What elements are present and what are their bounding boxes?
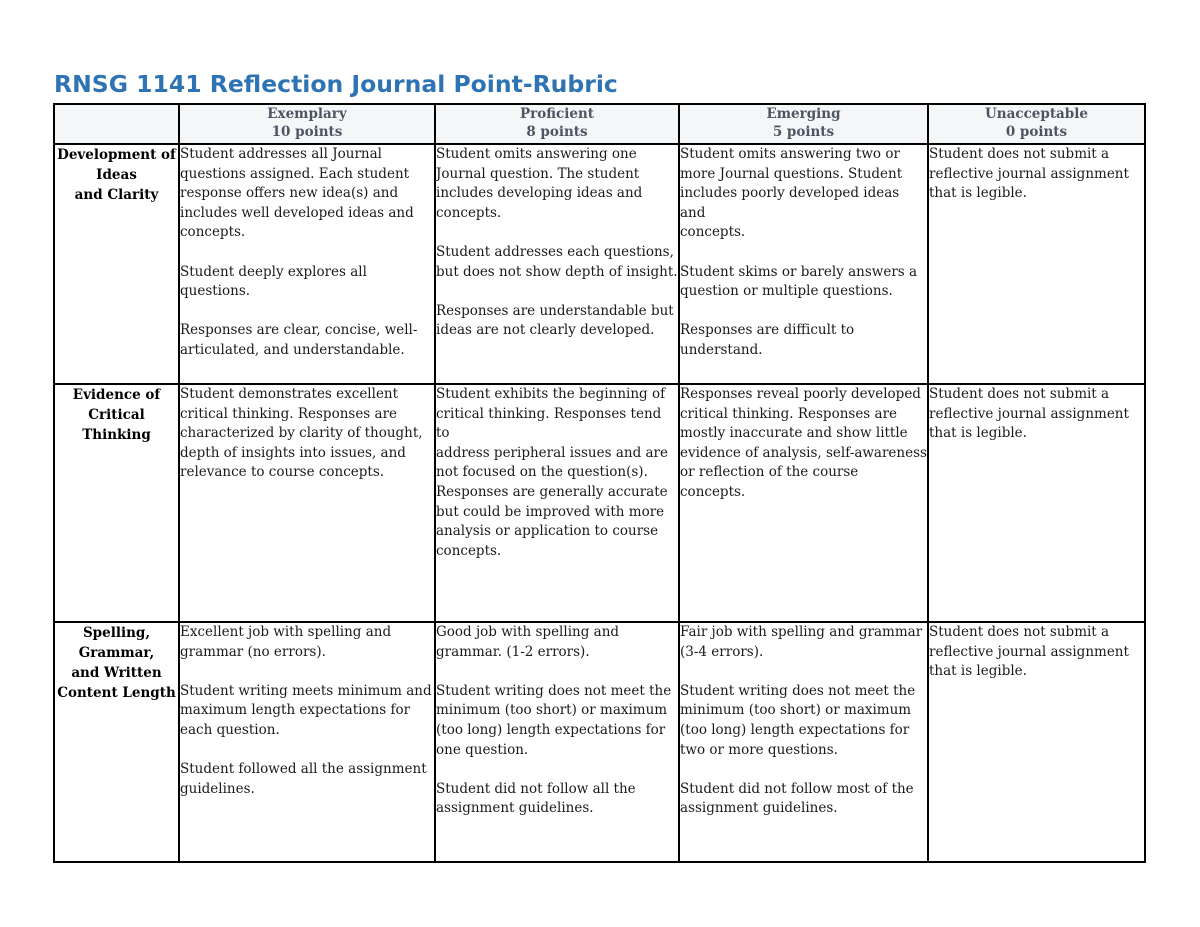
rubric-cell-emerging xyxy=(679,622,928,862)
rubric-table xyxy=(53,103,1146,863)
header-proficient xyxy=(435,104,679,144)
rubric-cell-emerging xyxy=(679,384,928,622)
column-name: Emerging xyxy=(766,106,841,122)
header-unacceptable xyxy=(928,104,1145,144)
rubric-row-development xyxy=(54,144,1145,384)
column-points: 5 points xyxy=(772,124,835,140)
cell-paragraph: Fair job with spelling and grammar (3-4 errors). xyxy=(680,624,923,660)
rubric-row-spelling-grammar xyxy=(54,622,1145,862)
cell-paragraph: Responses are difficult to understand. xyxy=(680,322,855,358)
rubric-cell-exemplary xyxy=(179,144,435,384)
criterion-line: Thinking xyxy=(82,427,151,443)
cell-paragraph: Student omits answering two or more Journal questions. Student includes poorly developed ideas and concepts. xyxy=(680,146,903,241)
header-exemplary xyxy=(179,104,435,144)
page-title: RNSG 1141 Reflection Journal Point-Rubric xyxy=(54,70,618,98)
cell-paragraph: Student addresses all Journal questions assigned. Each student response offers new idea(s) and includes well developed ideas and concepts. xyxy=(180,146,414,241)
column-name: Exemplary xyxy=(267,106,347,122)
rubric-cell-proficient xyxy=(435,622,679,862)
cell-paragraph: Student does not submit a reflective journal assignment that is legible. xyxy=(929,624,1129,680)
cell-paragraph: Student followed all the assignment guidelines. xyxy=(180,761,427,797)
criterion-line: Content Length xyxy=(57,685,176,701)
header-emerging xyxy=(679,104,928,144)
criterion-cell xyxy=(54,144,179,384)
rubric-cell-unacceptable xyxy=(928,144,1145,384)
criterion-line: Grammar, xyxy=(78,645,155,661)
cell-paragraph: Student writing does not meet the minimum (too short) or maximum (too long) length expectations for one question. xyxy=(436,682,672,758)
rubric-row-critical-thinking xyxy=(54,384,1145,622)
column-name: Proficient xyxy=(519,106,595,122)
cell-paragraph: Student skims or barely answers a question or multiple questions. xyxy=(680,263,918,300)
rubric-cell-emerging xyxy=(679,144,928,384)
header-corner-cell xyxy=(54,104,179,144)
cell-paragraph: Student deeply explores all questions. xyxy=(180,263,367,300)
cell-paragraph: Student did not follow all the assignment guidelines. xyxy=(436,780,636,817)
criterion-line: and Clarity xyxy=(74,187,159,203)
cell-paragraph: Student does not submit a reflective journal assignment that is legible. xyxy=(929,146,1129,202)
cell-paragraph: Student did not follow most of the assignment guidelines. xyxy=(680,780,914,817)
criterion-line: Critical xyxy=(88,407,145,423)
cell-paragraph: Good job with spelling and grammar. (1-2 errors). xyxy=(436,624,620,660)
column-points: 8 points xyxy=(526,124,588,140)
criterion-line: Development of xyxy=(57,147,176,163)
criterion-line: Spelling, xyxy=(82,625,151,641)
cell-paragraph: Student addresses each questions, but does not show depth of insight. xyxy=(436,243,678,280)
rubric-cell-exemplary xyxy=(179,622,435,862)
cell-paragraph: Student writing meets minimum and maximum length expectations for each question. xyxy=(180,682,432,738)
header-row xyxy=(54,104,1145,144)
cell-paragraph: Student does not submit a reflective journal assignment that is legible. xyxy=(929,386,1129,442)
column-name: Unacceptable xyxy=(985,106,1088,122)
cell-paragraph: Responses reveal poorly developed critical thinking. Responses are mostly inaccurate and show little evidence of analysis, self-awareness or reflection of the course concepts. xyxy=(680,386,927,500)
cell-paragraph: Responses are clear, concise, well- articulated, and understandable. xyxy=(180,322,418,358)
criterion-line: Evidence of xyxy=(72,387,161,403)
cell-paragraph: Student demonstrates excellent critical thinking. Responses are characterized by clarity of thought, depth of insights into issues, and relevance to course concepts. xyxy=(180,386,423,481)
rubric-cell-unacceptable xyxy=(928,384,1145,622)
criterion-line: Ideas xyxy=(96,167,137,183)
rubric-cell-exemplary xyxy=(179,384,435,622)
cell-paragraph: Student exhibits the beginning of critical thinking. Responses tend to address peripheral issues and are not focused on the question(s). Responses are generally accurate but could be improved with more analysis or application to course concepts. xyxy=(436,386,669,559)
rubric-cell-unacceptable xyxy=(928,622,1145,862)
cell-paragraph: Student omits answering one Journal question. The student includes developing ideas and concepts. xyxy=(436,146,643,221)
column-points: 0 points xyxy=(1005,124,1068,140)
criterion-cell xyxy=(54,384,179,622)
cell-paragraph: Responses are understandable but ideas are not clearly developed. xyxy=(436,302,674,339)
rubric-cell-proficient xyxy=(435,384,679,622)
cell-paragraph: Student writing does not meet the minimum (too short) or maximum (too long) length expectations for two or more questions. xyxy=(680,682,916,758)
criterion-line: and Written xyxy=(71,665,162,681)
criterion-cell xyxy=(54,622,179,862)
cell-paragraph: Excellent job with spelling and grammar (no errors). xyxy=(180,624,392,660)
column-points: 10 points xyxy=(271,124,343,140)
rubric-cell-proficient xyxy=(435,144,679,384)
